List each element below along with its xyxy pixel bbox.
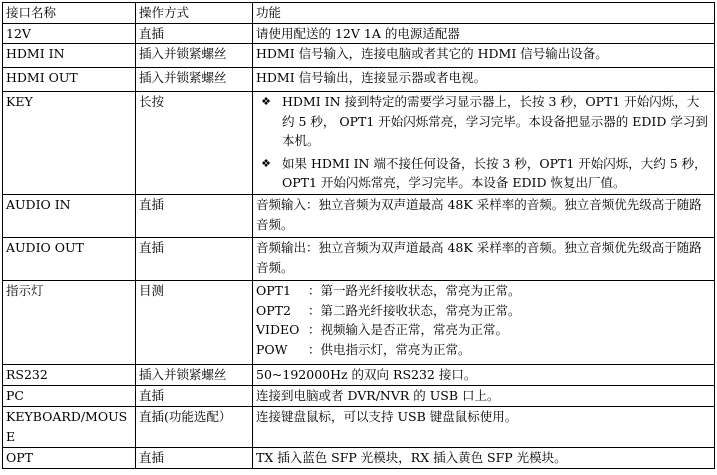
operation-method: 长按	[136, 92, 253, 195]
indicator-key: OPT2	[256, 302, 291, 318]
table-row	[3, 92, 715, 195]
operation-method: 插入并锁紧螺丝	[136, 44, 253, 68]
function-description	[253, 92, 715, 195]
table-row	[3, 365, 715, 386]
indicator-desc: 视频输入是否正常，常亮为正常。	[320, 322, 509, 337]
operation-method: 直插	[136, 448, 253, 469]
operation-method: 目测	[136, 281, 253, 365]
table-row	[3, 386, 715, 407]
interface-name: KEY	[3, 92, 136, 195]
operation-method: 直插	[136, 23, 253, 44]
header-operation-method: 操作方式	[136, 3, 253, 24]
interface-name: 指示灯	[3, 281, 136, 365]
bullet-text: HDMI IN 接到特定的需要学习显示器上，长按 3 秒，OPT1 开始闪烁，大约 5 秒， OPT1 开始闪烁常亮，学习完毕。本设备把显示器的 EDID 学习到本机。	[282, 94, 708, 148]
operation-method: 直插	[136, 238, 253, 281]
interface-name: AUDIO OUT	[3, 238, 136, 281]
indicator-line	[256, 320, 711, 340]
function-description: 请使用配送的 12V 1A 的电源适配器	[253, 23, 715, 44]
indicator-key: POW	[256, 341, 288, 357]
interface-name: 12V	[3, 23, 136, 44]
diamond-bullet-icon: ❖	[261, 95, 271, 108]
function-description: 音频输入：独立音频为双声道最高 48K 采样率的音频。独立音频优先级高于随路音频。	[253, 195, 715, 238]
indicator-desc: 第二路光纤接收状态，常亮为正常。	[320, 302, 521, 318]
operation-method: 插入并锁紧螺丝	[136, 68, 253, 92]
bullet-item	[256, 154, 711, 193]
interface-name: AUDIO IN	[3, 195, 136, 238]
interface-name: HDMI IN	[3, 44, 136, 68]
indicator-line	[256, 301, 711, 321]
operation-method: 直插	[136, 386, 253, 407]
indicator-separator: ：	[308, 322, 321, 337]
indicator-separator: ：	[308, 341, 321, 357]
table-row	[3, 448, 715, 469]
interface-name: HDMI OUT	[3, 68, 136, 92]
indicator-desc: 第一路光纤接收状态，常亮为正常。	[320, 283, 521, 298]
indicator-key: VIDEO	[256, 322, 300, 337]
table-row	[3, 407, 715, 448]
interface-name: OPT	[3, 448, 136, 469]
table-row	[3, 44, 715, 68]
header-interface-name: 接口名称	[3, 3, 136, 24]
interface-name: RS232	[3, 365, 136, 386]
diamond-bullet-icon: ❖	[261, 156, 271, 170]
table-row	[3, 281, 715, 365]
interface-spec-table	[2, 2, 715, 469]
function-description: HDMI 信号输入，连接电脑或者其它的 HDMI 信号输出设备。	[253, 44, 715, 68]
indicator-line	[256, 281, 711, 301]
table-row	[3, 23, 715, 44]
bullet-item	[256, 92, 711, 151]
table-header-row	[3, 3, 715, 24]
interface-name: KEYBOARD/MOUSE	[3, 407, 136, 448]
header-function: 功能	[253, 3, 715, 24]
function-description: HDMI 信号输出，连接显示器或者电视。	[253, 68, 715, 92]
operation-method: 插入并锁紧螺丝	[136, 365, 253, 386]
table-row	[3, 238, 715, 281]
function-description: 连接到电脑或者 DVR/NVR 的 USB 口上。	[253, 386, 715, 407]
bullet-text: 如果 HDMI IN 端不接任何设备，长按 3 秒，OPT1 开始闪烁，大约 5 秒，OPT1 开始闪烁常亮，学习完毕。本设备 EDID 恢复出厂值。	[282, 155, 707, 190]
function-description: 音频输出：独立音频为双声道最高 48K 采样率的音频。独立音频优先级高于随路音频。	[253, 238, 715, 281]
indicator-separator: ：	[308, 302, 321, 318]
indicator-desc: 供电指示灯，常亮为正常。	[320, 341, 471, 357]
operation-method: 直插	[136, 195, 253, 238]
interface-name: PC	[3, 386, 136, 407]
function-description: 50~192000Hz 的双向 RS232 接口。	[253, 365, 715, 386]
indicator-separator: ：	[308, 283, 321, 298]
table-row	[3, 68, 715, 92]
operation-method: 直插(功能选配）	[136, 407, 253, 448]
table-row	[3, 195, 715, 238]
function-description	[253, 281, 715, 365]
function-description: 连接键盘鼠标，可以支持 USB 键盘鼠标使用。	[253, 407, 715, 448]
indicator-line	[256, 340, 711, 360]
indicator-key: OPT1	[256, 283, 291, 298]
function-description: TX 插入蓝色 SFP 光模块，RX 插入黄色 SFP 光模块。	[253, 448, 715, 469]
